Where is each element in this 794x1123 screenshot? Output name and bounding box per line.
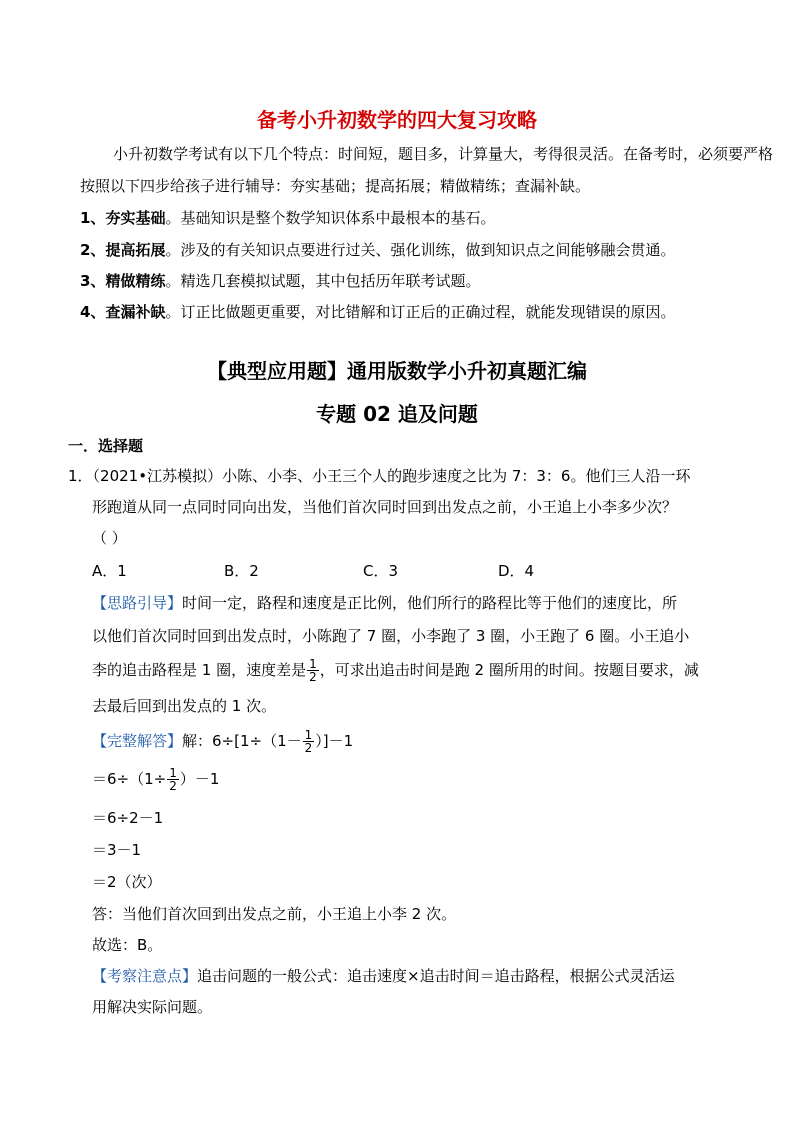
guide-line-4: 去最后回到出发点的 1 次。 xyxy=(92,697,277,715)
question-line-1: 1．（2021•江苏模拟）小陈、小李、小王三个人的跑步速度之比为 7：3：6。他们三人沿一环 xyxy=(68,467,691,485)
strategy-item-3 xyxy=(80,271,480,291)
guide-line-1 xyxy=(92,593,677,613)
solution-step-2 xyxy=(92,767,219,792)
solution-step-1 xyxy=(92,729,353,754)
guide-text: 李的追击路程是 1 圈，速度差是 xyxy=(92,661,307,679)
solution-text: ＝6÷（1÷ xyxy=(92,770,167,788)
solution-step-5: ＝2（次） xyxy=(92,873,162,891)
note-line-1 xyxy=(92,966,675,986)
solution-choice: 故选：B。 xyxy=(92,936,163,954)
strategy-number: 1、 xyxy=(80,209,106,227)
fraction-denominator: 2 xyxy=(304,741,313,755)
guide-line-3 xyxy=(92,658,699,683)
strategy-item-2 xyxy=(80,240,675,260)
intro-line-2: 按照以下四步给孩子进行辅导：夯实基础；提高拓展；精做精练；查漏补缺。 xyxy=(80,177,591,195)
fraction-denominator: 2 xyxy=(309,670,317,684)
note-text: 追击问题的一般公式：追击速度×追击时间＝追击路程，根据公式灵活运 xyxy=(197,967,675,985)
guide-text: ，可求出追击时间是跑 2 圈所用的时间。按题目要求，减 xyxy=(319,661,699,679)
strategy-item-1 xyxy=(80,208,495,228)
strategy-text: 。基础知识是整个数学知识体系中最根本的基石。 xyxy=(165,209,496,227)
solution-step-3: ＝6÷2－1 xyxy=(92,809,164,827)
strategy-number: 3、 xyxy=(80,272,106,290)
guide-label: 【思路引导】 xyxy=(92,594,183,612)
solution-reply: 答：当他们首次回到出发点之前，小王追上小李 2 次。 xyxy=(92,905,457,923)
option-b: B．2 xyxy=(224,562,259,580)
strategy-text: 。订正比做题更重要，对比错解和订正后的正确过程，就能发现错误的原因。 xyxy=(165,303,676,321)
section-heading: 【典型应用题】通用版数学小升初真题汇编 xyxy=(207,359,587,383)
fraction-numerator: 1 xyxy=(309,657,317,671)
topic-subheading: 专题 02 追及问题 xyxy=(316,402,478,426)
answer-blank: （ ） xyxy=(92,529,127,547)
strategy-head: 夯实基础 xyxy=(105,209,166,227)
strategy-head: 精做精练 xyxy=(105,272,166,290)
strategy-text: 。涉及的有关知识点要进行过关、强化训练，做到知识点之间能够融会贯通。 xyxy=(165,241,676,259)
fraction-one-half xyxy=(167,767,179,792)
note-label: 【考察注意点】 xyxy=(92,967,198,985)
option-a: A．1 xyxy=(92,562,127,580)
fraction-numerator: 1 xyxy=(304,728,313,742)
strategy-number: 2、 xyxy=(80,241,106,259)
question-line-2: 形跑道从同一点同时同向出发，当他们首次同时回到出发点之前，小王追上小李多少次？ xyxy=(92,498,678,516)
intro-line-1: 小升初数学考试有以下几个特点：时间短，题目多，计算量大，考得很灵活。在备考时，必须要严格 xyxy=(113,145,774,163)
strategy-head: 查漏补缺 xyxy=(105,303,166,321)
fraction-numerator: 1 xyxy=(169,766,177,780)
solution-text: ）－1 xyxy=(179,770,220,788)
strategy-text: 。精选几套模拟试题，其中包括历年联考试题。 xyxy=(165,272,481,290)
strategy-head: 提高拓展 xyxy=(105,241,166,259)
fraction-denominator: 2 xyxy=(169,779,177,793)
fraction-one-half xyxy=(303,729,315,754)
fraction-one-half xyxy=(307,658,319,683)
strategy-number: 4、 xyxy=(80,303,106,321)
document-title: 备考小升初数学的四大复习攻略 xyxy=(257,108,537,132)
solution-text: 解：6÷[1÷（1－ xyxy=(182,732,302,750)
strategy-item-4 xyxy=(80,302,675,322)
option-d: D．4 xyxy=(498,562,535,580)
guide-line-2: 以他们首次同时回到出发点时，小陈跑了 7 圈，小李跑了 3 圈，小王跑了 6 圈。小王追小 xyxy=(92,627,690,645)
solution-label: 【完整解答】 xyxy=(92,732,183,750)
option-c: C．3 xyxy=(363,562,399,580)
section-label: 一．选择题 xyxy=(68,437,144,455)
note-line-2: 用解决实际问题。 xyxy=(92,998,213,1016)
solution-text: ）]－1 xyxy=(315,732,354,750)
guide-text: 时间一定，路程和速度是正比例，他们所行的路程比等于他们的速度比，所 xyxy=(182,594,678,612)
solution-step-4: ＝3－1 xyxy=(92,841,142,859)
